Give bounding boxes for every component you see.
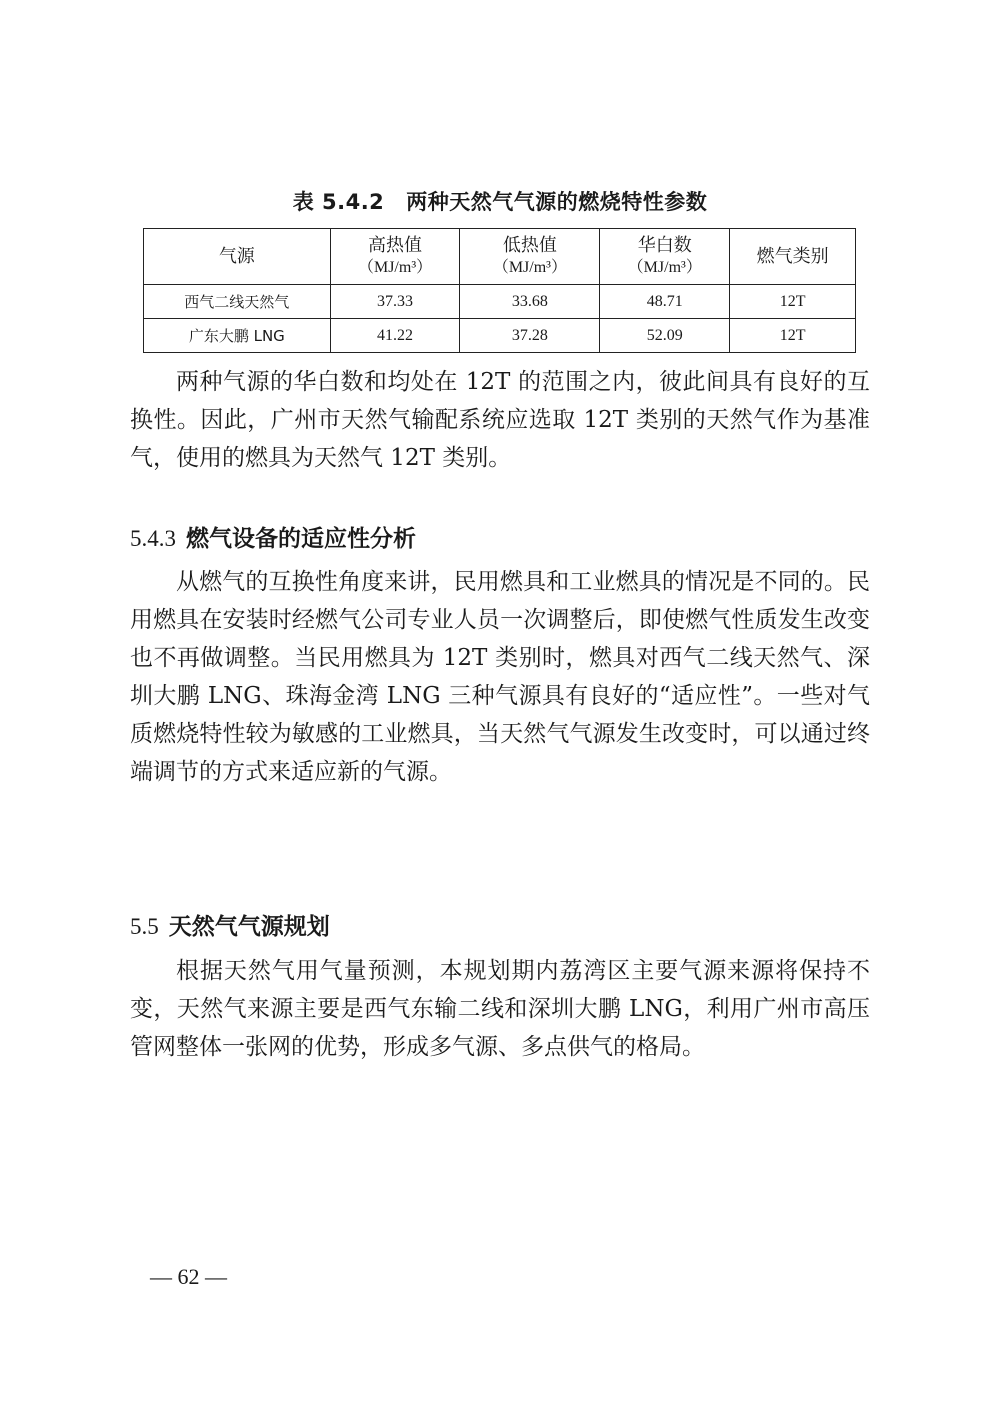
cell-category: 12T [730, 285, 856, 319]
header-wobbe-unit: （MJ/m³） [627, 258, 702, 276]
table-caption-title: 两种天然气气源的燃烧特性参数 [406, 190, 708, 214]
section-heading-5-4-3 [130, 520, 416, 553]
section-heading-5-5 [130, 908, 330, 941]
paragraph-interchangeability: 两种气源的华白数和均处在 12T 的范围之内，彼此间具有良好的互换性。因此，广州市天然气输配系统应选取 12T 类别的天然气作为基准气，使用的燃具为天然气 12T 类别。 [130, 369, 870, 471]
table-caption [0, 186, 1000, 216]
header-lhv-unit: （MJ/m³） [492, 258, 567, 276]
table-row [144, 319, 856, 353]
page-number: — 62 — [150, 1264, 227, 1289]
cell-wobbe: 48.71 [600, 285, 730, 319]
cell-hhv: 37.33 [330, 285, 460, 319]
cell-category: 12T [730, 319, 856, 353]
section-number: 5.4.3 [130, 526, 176, 551]
cell-source: 广东大鹏 LNG [144, 319, 331, 353]
header-hhv: 高热值 （MJ/m³） [330, 229, 460, 285]
section-title: 燃气设备的适应性分析 [186, 526, 416, 552]
header-hhv-unit: （MJ/m³） [357, 258, 433, 276]
table-caption-number: 表 5.4.2 [292, 190, 385, 214]
cell-lhv: 37.28 [460, 319, 600, 353]
header-category: 燃气类别 [730, 229, 856, 285]
cell-lhv: 33.68 [460, 285, 600, 319]
section-title: 天然气气源规划 [168, 914, 330, 940]
header-source: 气源 [144, 229, 331, 285]
table-row [144, 285, 856, 319]
paragraph-source-planning: 根据天然气用气量预测，本规划期内荔湾区主要气源来源将保持不变，天然气来源主要是西气东输二线和深圳大鹏 LNG，利用广州市高压管网整体一张网的优势，形成多气源、多点供气的格局。 [130, 958, 870, 1060]
section-number: 5.5 [130, 914, 159, 939]
cell-source: 西气二线天然气 [144, 285, 331, 319]
gas-source-table [143, 228, 856, 353]
paragraph-adaptability: 从燃气的互换性角度来讲，民用燃具和工业燃具的情况是不同的。民用燃具在安装时经燃气公司专业人员一次调整后，即使燃气性质发生改变也不再做调整。当民用燃具为 12T 类别时，燃具对西气二线天然气、深圳大鹏 LNG、珠海金湾 LNG 三种气源具有良好的“适应性”。一些对气质燃烧特性较为敏感的工业燃具，当天然气气源发生改变时，可以通过终端调节的方式来适应新的气源。 [130, 569, 870, 785]
cell-wobbe: 52.09 [600, 319, 730, 353]
cell-hhv: 41.22 [330, 319, 460, 353]
header-lhv: 低热值 （MJ/m³） [460, 229, 600, 285]
header-wobbe: 华白数 （MJ/m³） [600, 229, 730, 285]
table-header-row [144, 229, 856, 285]
